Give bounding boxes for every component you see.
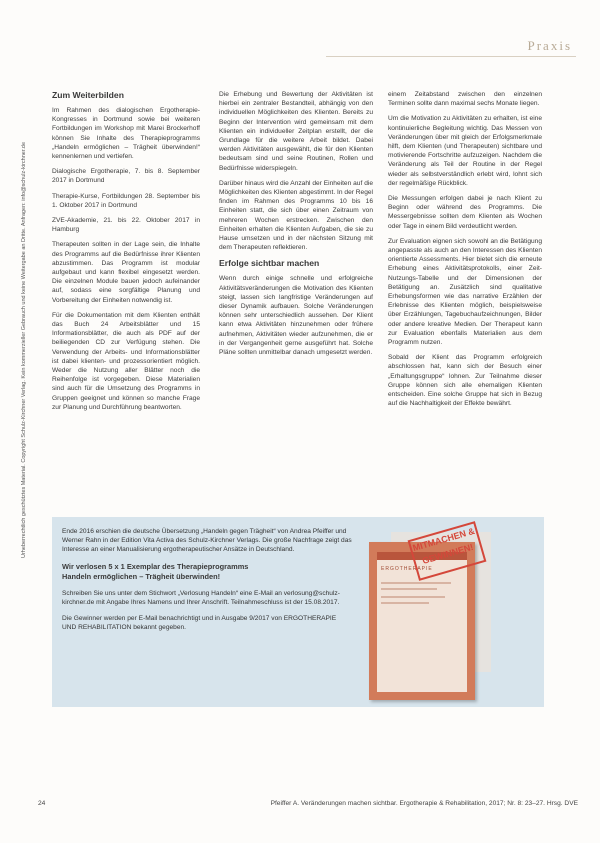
column-right (388, 90, 542, 415)
column-left (52, 90, 200, 418)
event-item: Therapie-Kurse, Fortbildungen 28. September bis 1. Oktober 2017 in Dortmund (52, 192, 200, 209)
event-item: ZVE-Akademie, 21. bis 22. Oktober 2017 in Hamburg (52, 217, 200, 234)
section-label: Praxis (527, 38, 572, 53)
paragraph: Um die Motivation zu Aktivitäten zu erhalten, ist eine kontinuierliche Begleitung wichtig. Das Messen von Veränderungen über mit gleich der Erfolgsmerkmale hilft, dem Klienten (und Therapeuten) sichtbare und motivierende Fortschritte aufzuzeigen. Nachdem die Veränderung als Teil der Routine in der Regel wieder als selbstverständlich erlebt wird, lohnt sich der regelmäßige Rückblick. (388, 115, 542, 187)
citation: Pfeiffer A. Veränderungen machen sichtbar. Ergotherapie & Rehabilitation, 2017; Nr. 8: 23–27. Hrsg. DVE (270, 800, 578, 807)
paragraph: Wenn durch einige schnelle und erfolgreiche Aktivitätsveränderungen die Motivation des Klienten steigt, lassen sich langfristige Veränderungen auf dieser Dynamik aufbauen. Solche Veränderungen können sehr unterschiedlich aussehen. Der Klient kann etwa Aktivitäten hinzunehmen oder frühere aufnehmen, Aktivitäten wieder aufzunehmen, die er in der Vergangenheit gerne ausgeführt hat. Solche Pläne sollten unmittelbar danach umgesetzt werden. (219, 275, 373, 357)
paragraph: Sobald der Klient das Programm erfolgreich abschlossen hat, kann sich der Besuch einer „Erhaltungsgruppe“ lohnen. Zur Teilnahme dieser Gruppe können sich alle ehemaligen Klienten entscheiden. Eine solche Gruppe hat sich in Bezug auf die Nachhaltigkeit der Effekte bewährt. (388, 354, 542, 408)
giveaway-intro: Ende 2016 erschien die deutsche Übersetzung „Handeln gegen Trägheit“ von Andrea Pfeiffer und Werner Rahn in der Edition Vita Activa des Schulz-Kirchner Verlags. Die große Nachfrage zeigt das Interesse an einer Manualisierung ergotherapeutischer Ansätze in Deutschland. (62, 528, 352, 554)
book-cover-line (381, 596, 445, 598)
paragraph: Zur Evaluation eignen sich sowohl an die Betätigung angepasste als auch an den Interessen des Klienten orientierte Assessments. Hier bietet sich die erneute Erhebung eines Aktivitätsprotokolls, einer Zeit-Nutzungs-Tabelle und der Dimensionen der Betätigung an. Zusätzlich sind qualitative Erhebungsformen wie das narrative Erzählen der Erlebnisse des Klienten möglich, beispielsweise über Erzählungen, Tagebuchaufzeichnungen, Bilder oder andere kreative Medien. Der Therapeut kann zur Evaluation ebenfalls Materialien aus dem Programm nutzen. (388, 237, 542, 347)
side-copyright-note (14, 72, 27, 632)
giveaway-headline-line1: Wir verlosen 5 x 1 Exemplar des Therapieprogramms (62, 561, 249, 571)
event-item: Dialogische Ergotherapie, 7. bis 8. September 2017 in Dortmund (52, 168, 200, 185)
book-cover-line (381, 588, 437, 590)
paragraph: Für die Dokumentation mit dem Klienten enthält das Buch 24 Arbeitsblätter und 15 Informationsblätter, die auch als PDF auf der beiliegenden CD zur Verfügung stehen. Die Verwendung der Arbeits- und Informationsblätter ist dabei klienten- und prozessorientiert möglich. Weder die Nutzung aller Blätter noch die Reihenfolge ist vorgegeben. Diese Materialien sind auch für die Umsetzung des Programms in Gruppen geeignet und können so manche Frage zur Planung und Durchführung beantworten. (52, 311, 200, 411)
paragraph: Die Erhebung und Bewertung der Aktivitäten ist hierbei ein zentraler Bestandteil, abhängig von den individuellen Möglichkeiten des Klienten. Bereits zu Beginn der Intervention wird gemeinsam mit dem Klienten ein individueller Zeitplan erstellt, der die Grundlage für die weitere Arbeit bildet. Dabei werden Aktivitäten ausgewählt, die für den Klienten bedeutsam sind und seine Routinen, Rollen und Bedürfnisse widerspiegeln. (219, 91, 373, 172)
page-number: 24 (38, 800, 46, 807)
mitmachen-stamp: MITMACHEN & GEWINNEN! (408, 521, 487, 581)
paragraph: Darüber hinaus wird die Anzahl der Einheiten auf die Möglichkeiten des Klienten abgestimmt. In der Regel finden im Rahmen des Programms 10 bis 16 Einheiten statt, die sich über einen Zeitraum von mehreren Wochen erstrecken. Zwischen den Einheiten erhalten die Klienten Aufgaben, die sie zu Hause umsetzen und in der nächsten Sitzung mit dem Therapeuten reflektieren. (219, 179, 373, 252)
paragraph: einem Zeitabstand zwischen den einzelnen Terminen sollte dann maximal sechs Monate liegen. (388, 91, 542, 108)
book-cover-line (381, 582, 451, 584)
giveaway-text (62, 527, 352, 639)
giveaway-winners-note: Die Gewinner werden per E-Mail benachrichtigt und in Ausgabe 9/2017 von ERGOTHERAPIE UND REHABILITATION bekannt gegeben. (62, 615, 337, 632)
side-copyright-text: Urheberrechtlich geschütztes Material. Copyright Schulz-Kirchner Verlag. Kein kommerzieller Gebrauch und keine Weitergabe an Dritte. Anfragen: info@schulz-kirchner.de (21, 141, 27, 559)
giveaway-headline (62, 562, 352, 582)
giveaway-headline-line2: Handeln ermöglichen – Trägheit überwinden! (62, 571, 221, 581)
paragraph: Die Messungen erfolgen dabei je nach Klient zu Beginn oder während des Programms. Die Messergebnisse sollten dem Klienten als Wochen oder Tage in einem Bild verdeutlicht werden. (388, 195, 542, 230)
book-cover-line (381, 602, 429, 604)
giveaway-instructions: Schreiben Sie uns unter dem Stichwort „Verlosung Handeln“ eine E-Mail an verlosung@schulz-kirchner.de mit Angabe Ihres Namens und Ihrer Anschrift. Teilnahmeschluss ist der 15.08.2017. (62, 589, 340, 606)
column-middle (219, 90, 373, 363)
paragraph: Therapeuten sollten in der Lage sein, die Inhalte des Programms auf die Bedürfnisse ihrer Klienten abzustimmen. Das Programm ist modular aufgebaut und kann flexibel eingesetzt werden. Die einzelnen Module bauen jedoch aufeinander auf, sodass eine sorgfältige Planung und Vorbereitung der Einheiten notwendig ist. (52, 241, 200, 304)
section-title-erfolge: Erfolge sichtbar machen (219, 258, 320, 269)
column-title-weiterbilden: Zum Weiterbilden (52, 90, 124, 100)
section-header (326, 36, 576, 57)
paragraph: Im Rahmen des dialogischen Ergotherapie-Kongresses in Dortmund sowie bei weiteren Fortbildungen im Workshop mit Marei Brockerhoff können Sie Inhalte des Therapieprogramms „Handeln ermöglichen – Trägheit überwinden!“ kennenlernen und vertiefen. (52, 107, 200, 161)
book-series-label: ERGOTHERAPIE (381, 566, 433, 572)
